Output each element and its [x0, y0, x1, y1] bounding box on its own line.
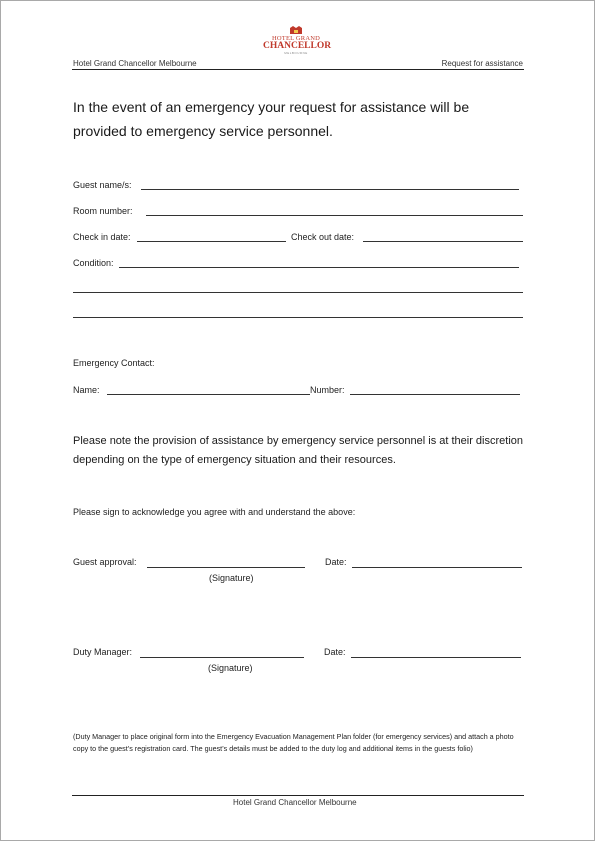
- guest-date-field[interactable]: [352, 567, 522, 568]
- header-divider: [72, 69, 524, 70]
- check-in-field[interactable]: [137, 241, 286, 242]
- footer-divider: [72, 795, 524, 796]
- guest-name-label: Guest name/s:: [73, 180, 132, 190]
- condition-field-line-3[interactable]: [73, 317, 523, 318]
- condition-label: Condition:: [73, 258, 114, 268]
- duty-manager-instructions: (Duty Manager to place original form into the Emergency Evacuation Management Plan folder (for emergency services) and attach a photo copy to the guest’s registration card. The guest’s details must be added to the duty log and additional items in the guests folio): [73, 732, 514, 753]
- emergency-contact-heading: Emergency Contact:: [73, 358, 155, 368]
- condition-field-line-1[interactable]: [119, 267, 519, 268]
- room-number-label: Room number:: [73, 206, 133, 216]
- emergency-number-field[interactable]: [350, 394, 520, 395]
- hotel-crest-icon: [289, 25, 303, 35]
- assistance-notice: Please note the provision of assistance by emergency service personnel is at their discretion depending on the type of emergency situation and their resources.: [73, 435, 524, 466]
- logo-line3: MELBOURNE: [284, 51, 308, 55]
- acknowledge-text: Please sign to acknowledge you agree with and understand the above:: [73, 507, 356, 517]
- guest-name-field[interactable]: [141, 189, 519, 190]
- check-out-label: Check out date:: [291, 232, 355, 242]
- check-out-field[interactable]: [363, 241, 523, 242]
- condition-field-line-2[interactable]: [73, 292, 523, 293]
- footer-hotel-name: Hotel Grand Chancellor Melbourne: [233, 798, 357, 807]
- emergency-number-label: Number:: [310, 385, 345, 395]
- guest-date-label: Date:: [325, 557, 347, 567]
- room-number-field[interactable]: [146, 215, 523, 216]
- guest-approval-label: Guest approval:: [73, 557, 137, 567]
- duty-manager-label: Duty Manager:: [73, 647, 133, 657]
- logo-line2: CHANCELLOR: [263, 41, 332, 51]
- guest-signature-field[interactable]: [147, 567, 305, 568]
- header-hotel-name: Hotel Grand Chancellor Melbourne: [73, 59, 197, 68]
- logo-line1: HOTEL GRAND: [272, 35, 320, 42]
- duty-manager-date-label: Date:: [324, 647, 346, 657]
- duty-manager-signature-caption: (Signature): [208, 663, 253, 673]
- check-in-label: Check in date:: [73, 232, 131, 242]
- emergency-name-field[interactable]: [107, 394, 310, 395]
- duty-manager-signature-field[interactable]: [140, 657, 304, 658]
- header-form-title: Request for assistance: [441, 59, 523, 68]
- duty-manager-date-field[interactable]: [351, 657, 521, 658]
- intro-text: In the event of an emergency your request for assistance will be provided to emergency service personnel.: [73, 99, 470, 139]
- hotel-logo: [263, 25, 332, 65]
- guest-signature-caption: (Signature): [209, 573, 254, 583]
- emergency-name-label: Name:: [73, 385, 100, 395]
